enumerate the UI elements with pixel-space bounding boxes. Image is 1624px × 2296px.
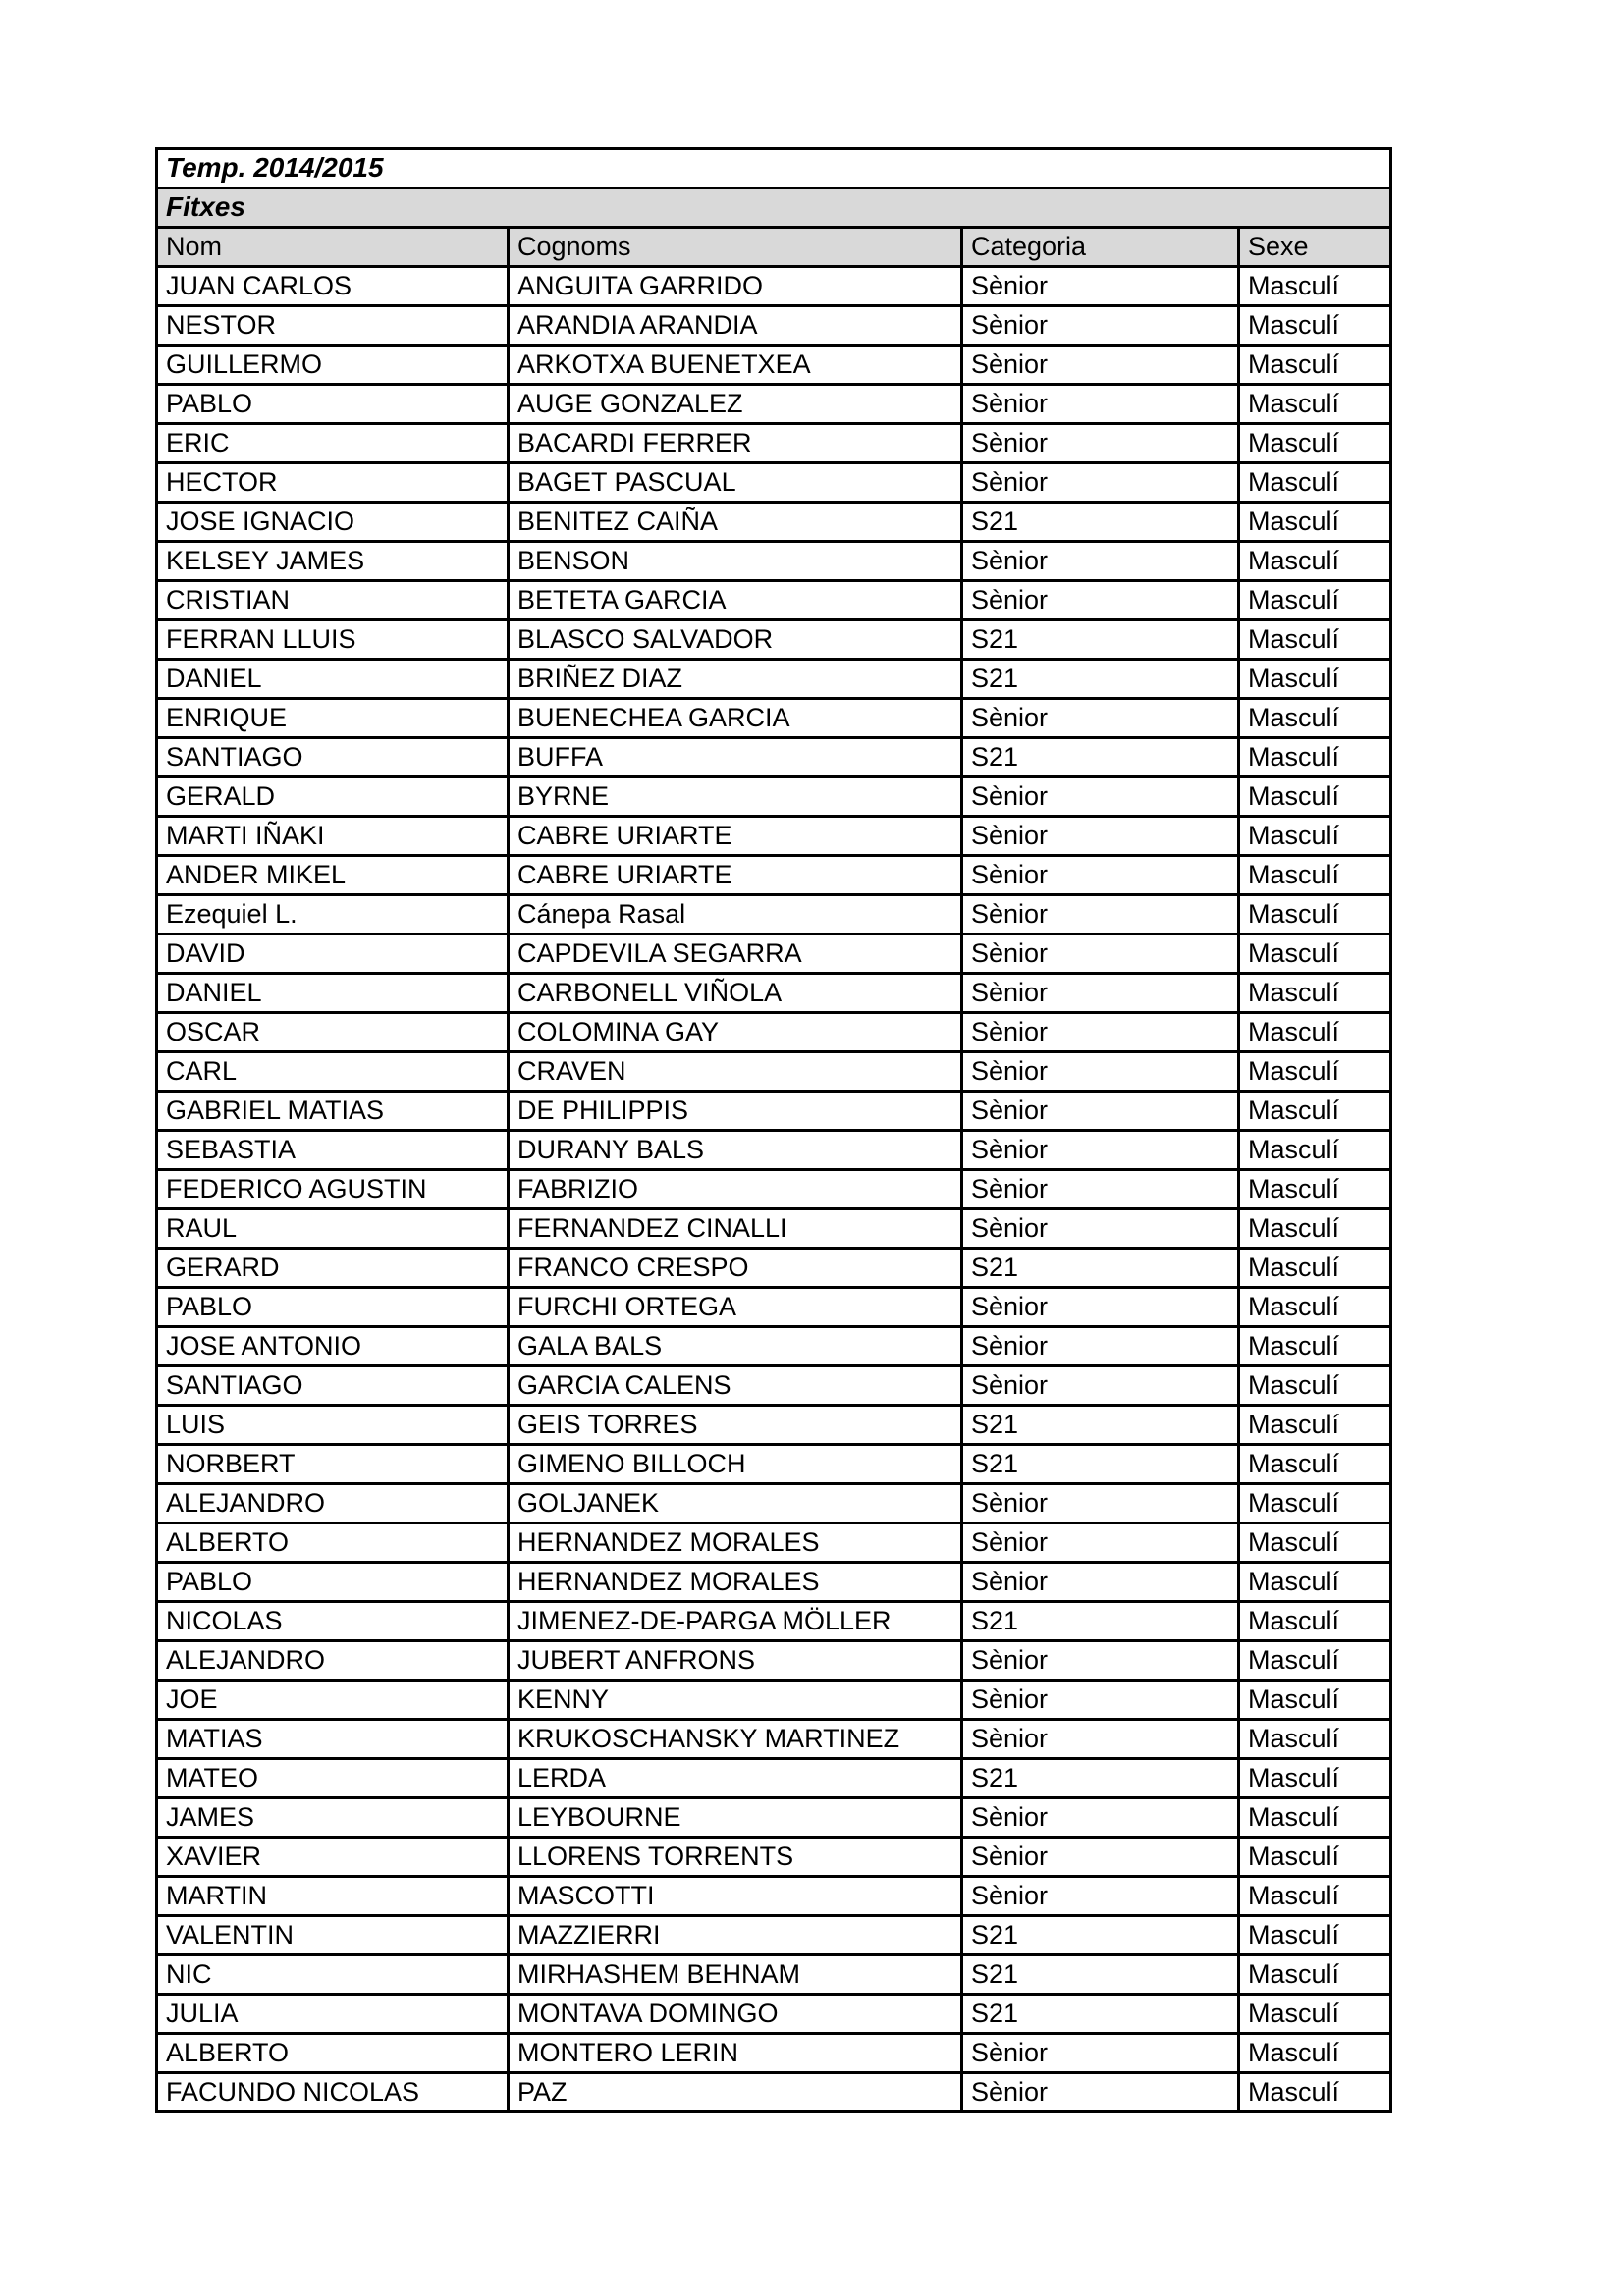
cell-nom: CARL [157, 1052, 509, 1092]
cell-nom: JOE [157, 1681, 509, 1720]
table-row [157, 1170, 1391, 1209]
cell-cognoms: BRIÑEZ DIAZ [509, 660, 962, 699]
cell-sexe: Masculí [1239, 542, 1391, 581]
cell-cognoms: MAZZIERRI [509, 1916, 962, 1955]
cell-cognoms: BETETA GARCIA [509, 581, 962, 620]
cell-cognoms: BENSON [509, 542, 962, 581]
cell-nom: JOSE IGNACIO [157, 503, 509, 542]
cell-nom: NESTOR [157, 306, 509, 346]
cell-nom: ANDER MIKEL [157, 856, 509, 895]
cell-cognoms: ARKOTXA BUENETXEA [509, 346, 962, 385]
cell-cognoms: LERDA [509, 1759, 962, 1798]
table-row [157, 974, 1391, 1013]
table-row [157, 1249, 1391, 1288]
cell-nom: NORBERT [157, 1445, 509, 1484]
cell-categoria: Sènior [962, 1798, 1239, 1838]
column-header-categoria: Categoria [962, 228, 1239, 267]
table-row [157, 1995, 1391, 2034]
cell-sexe: Masculí [1239, 1720, 1391, 1759]
cell-nom: PABLO [157, 1288, 509, 1327]
cell-sexe: Masculí [1239, 738, 1391, 777]
table-row [157, 1366, 1391, 1406]
cell-cognoms: ANGUITA GARRIDO [509, 267, 962, 306]
cell-sexe: Masculí [1239, 660, 1391, 699]
cell-categoria: Sènior [962, 1327, 1239, 1366]
cell-nom: JAMES [157, 1798, 509, 1838]
cell-sexe: Masculí [1239, 424, 1391, 463]
cell-cognoms: BYRNE [509, 777, 962, 817]
cell-sexe: Masculí [1239, 385, 1391, 424]
table-row [157, 817, 1391, 856]
sheet-subtitle: Fitxes [157, 188, 1391, 228]
cell-sexe: Masculí [1239, 503, 1391, 542]
table-row [157, 1563, 1391, 1602]
cell-sexe: Masculí [1239, 1445, 1391, 1484]
cell-nom: GUILLERMO [157, 346, 509, 385]
column-header-cognoms: Cognoms [509, 228, 962, 267]
cell-sexe: Masculí [1239, 267, 1391, 306]
cell-cognoms: JUBERT ANFRONS [509, 1641, 962, 1681]
table-row [157, 1916, 1391, 1955]
cell-nom: VALENTIN [157, 1916, 509, 1955]
cell-cognoms: KRUKOSCHANSKY MARTINEZ [509, 1720, 962, 1759]
table-title-row [157, 149, 1391, 188]
cell-sexe: Masculí [1239, 1955, 1391, 1995]
cell-sexe: Masculí [1239, 934, 1391, 974]
cell-sexe: Masculí [1239, 1995, 1391, 2034]
cell-cognoms: FURCHI ORTEGA [509, 1288, 962, 1327]
cell-nom: XAVIER [157, 1838, 509, 1877]
cell-categoria: Sènior [962, 306, 1239, 346]
table-row [157, 738, 1391, 777]
cell-categoria: Sènior [962, 1563, 1239, 1602]
cell-cognoms: AUGE GONZALEZ [509, 385, 962, 424]
table-row [157, 463, 1391, 503]
cell-cognoms: CARBONELL VIÑOLA [509, 974, 962, 1013]
cell-nom: ENRIQUE [157, 699, 509, 738]
cell-sexe: Masculí [1239, 463, 1391, 503]
cell-categoria: Sènior [962, 1170, 1239, 1209]
cell-cognoms: CRAVEN [509, 1052, 962, 1092]
cell-nom: JOSE ANTONIO [157, 1327, 509, 1366]
cell-cognoms: GIMENO BILLOCH [509, 1445, 962, 1484]
cell-sexe: Masculí [1239, 1052, 1391, 1092]
table-subtitle-row [157, 188, 1391, 228]
table-row [157, 1131, 1391, 1170]
cell-cognoms: ARANDIA ARANDIA [509, 306, 962, 346]
cell-sexe: Masculí [1239, 1523, 1391, 1563]
cell-categoria: Sènior [962, 267, 1239, 306]
cell-sexe: Masculí [1239, 1249, 1391, 1288]
table-row [157, 581, 1391, 620]
cell-categoria: Sènior [962, 1131, 1239, 1170]
cell-cognoms: GARCIA CALENS [509, 1366, 962, 1406]
cell-categoria: Sènior [962, 1523, 1239, 1563]
cell-cognoms: JIMENEZ-DE-PARGA MÖLLER [509, 1602, 962, 1641]
cell-sexe: Masculí [1239, 1838, 1391, 1877]
cell-categoria: Sènior [962, 895, 1239, 934]
cell-sexe: Masculí [1239, 2034, 1391, 2073]
cell-nom: JULIA [157, 1995, 509, 2034]
cell-categoria: Sènior [962, 1720, 1239, 1759]
table-row [157, 1013, 1391, 1052]
cell-categoria: Sènior [962, 1092, 1239, 1131]
cell-cognoms: MIRHASHEM BEHNAM [509, 1955, 962, 1995]
cell-categoria: S21 [962, 1602, 1239, 1641]
cell-sexe: Masculí [1239, 974, 1391, 1013]
cell-categoria: Sènior [962, 934, 1239, 974]
cell-cognoms: KENNY [509, 1681, 962, 1720]
cell-categoria: S21 [962, 1249, 1239, 1288]
cell-cognoms: CAPDEVILA SEGARRA [509, 934, 962, 974]
cell-categoria: S21 [962, 1406, 1239, 1445]
cell-sexe: Masculí [1239, 1406, 1391, 1445]
cell-cognoms: MONTERO LERIN [509, 2034, 962, 2073]
table-row [157, 1877, 1391, 1916]
cell-nom: ALEJANDRO [157, 1484, 509, 1523]
table-row [157, 620, 1391, 660]
cell-sexe: Masculí [1239, 1602, 1391, 1641]
cell-cognoms: CABRE URIARTE [509, 817, 962, 856]
table-row [157, 1327, 1391, 1366]
cell-sexe: Masculí [1239, 1877, 1391, 1916]
cell-categoria: Sènior [962, 1052, 1239, 1092]
cell-sexe: Masculí [1239, 856, 1391, 895]
cell-cognoms: BENITEZ CAIÑA [509, 503, 962, 542]
cell-categoria: S21 [962, 738, 1239, 777]
cell-nom: ALBERTO [157, 1523, 509, 1563]
cell-sexe: Masculí [1239, 346, 1391, 385]
cell-cognoms: DURANY BALS [509, 1131, 962, 1170]
table-row [157, 503, 1391, 542]
cell-nom: ALEJANDRO [157, 1641, 509, 1681]
cell-nom: JUAN CARLOS [157, 267, 509, 306]
cell-cognoms: GOLJANEK [509, 1484, 962, 1523]
table-row [157, 1052, 1391, 1092]
cell-categoria: S21 [962, 660, 1239, 699]
cell-nom: DAVID [157, 934, 509, 974]
cell-cognoms: BUFFA [509, 738, 962, 777]
cell-sexe: Masculí [1239, 581, 1391, 620]
table-row [157, 660, 1391, 699]
cell-cognoms: LEYBOURNE [509, 1798, 962, 1838]
cell-sexe: Masculí [1239, 620, 1391, 660]
cell-categoria: Sènior [962, 2073, 1239, 2112]
cell-cognoms: GALA BALS [509, 1327, 962, 1366]
cell-sexe: Masculí [1239, 1131, 1391, 1170]
table-row [157, 856, 1391, 895]
cell-nom: GABRIEL MATIAS [157, 1092, 509, 1131]
cell-sexe: Masculí [1239, 1366, 1391, 1406]
cell-sexe: Masculí [1239, 1170, 1391, 1209]
cell-categoria: S21 [962, 1955, 1239, 1995]
cell-categoria: Sènior [962, 385, 1239, 424]
cell-categoria: Sènior [962, 1366, 1239, 1406]
cell-cognoms: COLOMINA GAY [509, 1013, 962, 1052]
table-row [157, 1681, 1391, 1720]
cell-sexe: Masculí [1239, 1288, 1391, 1327]
cell-categoria: Sènior [962, 2034, 1239, 2073]
cell-cognoms: FERNANDEZ CINALLI [509, 1209, 962, 1249]
cell-nom: MARTI IÑAKI [157, 817, 509, 856]
cell-categoria: Sènior [962, 974, 1239, 1013]
cell-cognoms: BUENECHEA GARCIA [509, 699, 962, 738]
table-row [157, 1720, 1391, 1759]
table-row [157, 1798, 1391, 1838]
cell-nom: DANIEL [157, 660, 509, 699]
table-row [157, 1406, 1391, 1445]
cell-nom: FERRAN LLUIS [157, 620, 509, 660]
cell-nom: HECTOR [157, 463, 509, 503]
cell-nom: GERALD [157, 777, 509, 817]
cell-categoria: Sènior [962, 1209, 1239, 1249]
table-row [157, 1288, 1391, 1327]
cell-nom: LUIS [157, 1406, 509, 1445]
cell-cognoms: CABRE URIARTE [509, 856, 962, 895]
cell-nom: NIC [157, 1955, 509, 1995]
table-row [157, 1602, 1391, 1641]
column-header-nom: Nom [157, 228, 509, 267]
cell-sexe: Masculí [1239, 817, 1391, 856]
table-row [157, 1484, 1391, 1523]
column-header-sexe: Sexe [1239, 228, 1391, 267]
table-row [157, 895, 1391, 934]
cell-sexe: Masculí [1239, 777, 1391, 817]
cell-sexe: Masculí [1239, 699, 1391, 738]
cell-sexe: Masculí [1239, 1209, 1391, 1249]
cell-nom: DANIEL [157, 974, 509, 1013]
cell-sexe: Masculí [1239, 1759, 1391, 1798]
table-row [157, 267, 1391, 306]
table-row [157, 385, 1391, 424]
cell-sexe: Masculí [1239, 306, 1391, 346]
table-row [157, 2034, 1391, 2073]
cell-categoria: Sènior [962, 581, 1239, 620]
cell-categoria: S21 [962, 503, 1239, 542]
cell-categoria: Sènior [962, 346, 1239, 385]
table-row [157, 542, 1391, 581]
cell-sexe: Masculí [1239, 2073, 1391, 2112]
cell-categoria: Sènior [962, 856, 1239, 895]
cell-categoria: Sènior [962, 424, 1239, 463]
cell-sexe: Masculí [1239, 1641, 1391, 1681]
table-row [157, 306, 1391, 346]
table-row [157, 1955, 1391, 1995]
cell-nom: PABLO [157, 1563, 509, 1602]
cell-nom: GERARD [157, 1249, 509, 1288]
table-row [157, 934, 1391, 974]
cell-cognoms: Cánepa Rasal [509, 895, 962, 934]
cell-cognoms: MONTAVA DOMINGO [509, 1995, 962, 2034]
cell-cognoms: DE PHILIPPIS [509, 1092, 962, 1131]
cell-sexe: Masculí [1239, 1916, 1391, 1955]
table-row [157, 1523, 1391, 1563]
cell-nom: SANTIAGO [157, 1366, 509, 1406]
table-row [157, 1209, 1391, 1249]
cell-nom: ALBERTO [157, 2034, 509, 2073]
cell-categoria: Sènior [962, 1838, 1239, 1877]
table-row [157, 699, 1391, 738]
table-row [157, 1641, 1391, 1681]
cell-nom: CRISTIAN [157, 581, 509, 620]
cell-cognoms: PAZ [509, 2073, 962, 2112]
table-row [157, 777, 1391, 817]
cell-categoria: Sènior [962, 777, 1239, 817]
cell-categoria: S21 [962, 1916, 1239, 1955]
cell-categoria: Sènior [962, 1013, 1239, 1052]
cell-nom: SEBASTIA [157, 1131, 509, 1170]
table-row [157, 424, 1391, 463]
cell-cognoms: FABRIZIO [509, 1170, 962, 1209]
cell-nom: KELSEY JAMES [157, 542, 509, 581]
cell-nom: ERIC [157, 424, 509, 463]
table-row [157, 1759, 1391, 1798]
cell-sexe: Masculí [1239, 895, 1391, 934]
cell-sexe: Masculí [1239, 1563, 1391, 1602]
cell-categoria: S21 [962, 1995, 1239, 2034]
cell-cognoms: BAGET PASCUAL [509, 463, 962, 503]
season-title: Temp. 2014/2015 [157, 149, 1391, 188]
cell-cognoms: MASCOTTI [509, 1877, 962, 1916]
table-header-row [157, 228, 1391, 267]
cell-nom: RAUL [157, 1209, 509, 1249]
table-row [157, 1838, 1391, 1877]
cell-categoria: Sènior [962, 699, 1239, 738]
cell-cognoms: LLORENS TORRENTS [509, 1838, 962, 1877]
cell-cognoms: BACARDI FERRER [509, 424, 962, 463]
cell-sexe: Masculí [1239, 1092, 1391, 1131]
table-row [157, 1445, 1391, 1484]
cell-categoria: Sènior [962, 1877, 1239, 1916]
cell-sexe: Masculí [1239, 1013, 1391, 1052]
cell-nom: Ezequiel L. [157, 895, 509, 934]
cell-nom: MATEO [157, 1759, 509, 1798]
cell-categoria: Sènior [962, 542, 1239, 581]
cell-cognoms: HERNANDEZ MORALES [509, 1523, 962, 1563]
cell-categoria: Sènior [962, 463, 1239, 503]
cell-nom: MATIAS [157, 1720, 509, 1759]
roster-table [155, 147, 1392, 2113]
cell-categoria: S21 [962, 1759, 1239, 1798]
cell-nom: FEDERICO AGUSTIN [157, 1170, 509, 1209]
cell-cognoms: BLASCO SALVADOR [509, 620, 962, 660]
cell-cognoms: HERNANDEZ MORALES [509, 1563, 962, 1602]
cell-sexe: Masculí [1239, 1681, 1391, 1720]
cell-nom: OSCAR [157, 1013, 509, 1052]
cell-sexe: Masculí [1239, 1798, 1391, 1838]
table-row [157, 2073, 1391, 2112]
cell-cognoms: FRANCO CRESPO [509, 1249, 962, 1288]
cell-categoria: Sènior [962, 1484, 1239, 1523]
cell-categoria: S21 [962, 620, 1239, 660]
cell-cognoms: GEIS TORRES [509, 1406, 962, 1445]
cell-categoria: S21 [962, 1445, 1239, 1484]
cell-categoria: Sènior [962, 1288, 1239, 1327]
cell-sexe: Masculí [1239, 1327, 1391, 1366]
cell-nom: SANTIAGO [157, 738, 509, 777]
cell-nom: FACUNDO NICOLAS [157, 2073, 509, 2112]
cell-nom: PABLO [157, 385, 509, 424]
cell-sexe: Masculí [1239, 1484, 1391, 1523]
table-row [157, 1092, 1391, 1131]
cell-categoria: Sènior [962, 817, 1239, 856]
cell-nom: NICOLAS [157, 1602, 509, 1641]
cell-categoria: Sènior [962, 1641, 1239, 1681]
cell-nom: MARTIN [157, 1877, 509, 1916]
cell-categoria: Sènior [962, 1681, 1239, 1720]
table-row [157, 346, 1391, 385]
